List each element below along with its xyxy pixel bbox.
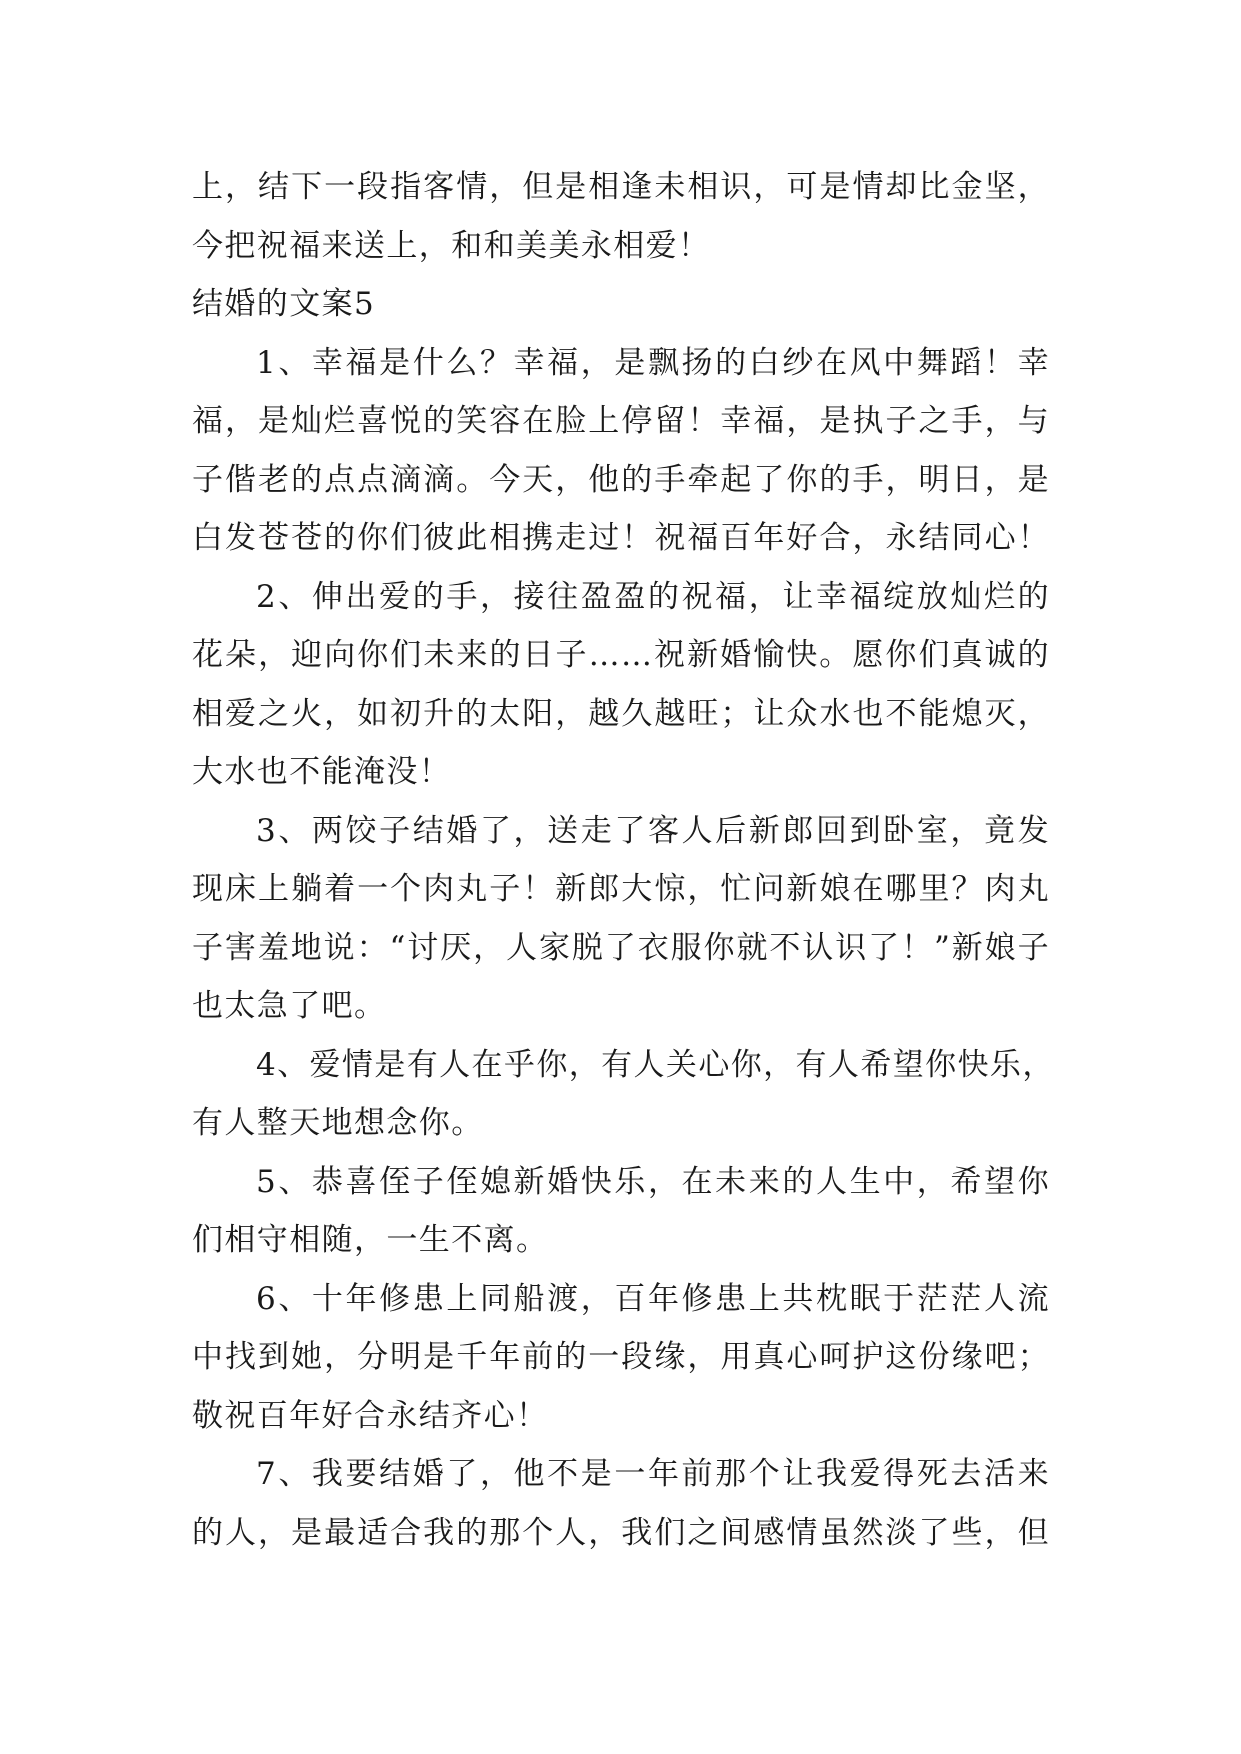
- paragraph-6-line: 6、十年修患上同船渡，百年修患上共枕眠于茫茫人流: [256, 1280, 1050, 1317]
- paragraph-7-line: 的人，是最适合我的那个人，我们之间感情虽然淡了些，但: [192, 1514, 1050, 1551]
- section-title: 结婚的文案5: [192, 286, 376, 322]
- document-body: [192, 158, 1055, 1562]
- paragraph-1-line: 子偕老的点点滴滴。今天，他的手牵起了你的手，明日，是: [192, 461, 1050, 498]
- text-line: 今把祝福来送上，和和美美永相爱！: [192, 227, 711, 264]
- paragraph-1-line: 1、幸福是什么？幸福，是飘扬的白纱在风中舞蹈！幸: [256, 344, 1050, 381]
- paragraph-1-line: 白发苍苍的你们彼此相携走过！祝福百年好合，永结同心！: [192, 520, 1050, 556]
- paragraph-2-line: 相爱之火，如初升的太阳，越久越旺；让众水也不能熄灭，: [192, 695, 1050, 732]
- paragraph-1-line: 福，是灿烂喜悦的笑容在脸上停留！幸福，是执子之手，与: [192, 403, 1050, 439]
- paragraph-3-line: 现床上躺着一个肉丸子！新郎大惊，忙问新娘在哪里？肉丸: [192, 871, 1050, 907]
- paragraph-5-line: 们相守相随，一生不离。: [192, 1222, 549, 1258]
- paragraph-2-line: 大水也不能淹没！: [192, 754, 452, 790]
- paragraph-2-line: 2、伸出爱的手，接往盈盈的祝福，让幸福绽放灿烂的: [256, 578, 1050, 615]
- paragraph-2-line: 花朵，迎向你们未来的日子……祝新婚愉快。愿你们真诚的: [192, 637, 1050, 673]
- paragraph-7-line: 7、我要结婚了，他不是一年前那个让我爱得死去活来: [256, 1456, 1050, 1492]
- paragraph-6-line: 中找到她，分明是千年前的一段缘，用真心呵护这份缘吧；: [192, 1339, 1050, 1375]
- paragraph-3-line: 子害羞地说：“讨厌，人家脱了衣服你就不认识了！”新娘子: [192, 929, 1050, 966]
- text-line: 上，结下一段指客情，但是相逢未相识，可是情却比金坚，: [192, 169, 1050, 205]
- paragraph-3-line: 3、两饺子结婚了，送走了客人后新郎回到卧室，竟发: [256, 812, 1050, 849]
- paragraph-6-line: 敬祝百年好合永结齐心！: [192, 1397, 549, 1434]
- paragraph-4-line: 有人整天地想念你。: [192, 1105, 484, 1141]
- paragraph-5-line: 5、恭喜侄子侄媳新婚快乐，在未来的人生中，希望你: [256, 1163, 1050, 1200]
- paragraph-4-line: 4、爱情是有人在乎你，有人关心你，有人希望你快乐，: [256, 1046, 1055, 1083]
- paragraph-3-line: 也太急了吧。: [192, 988, 387, 1024]
